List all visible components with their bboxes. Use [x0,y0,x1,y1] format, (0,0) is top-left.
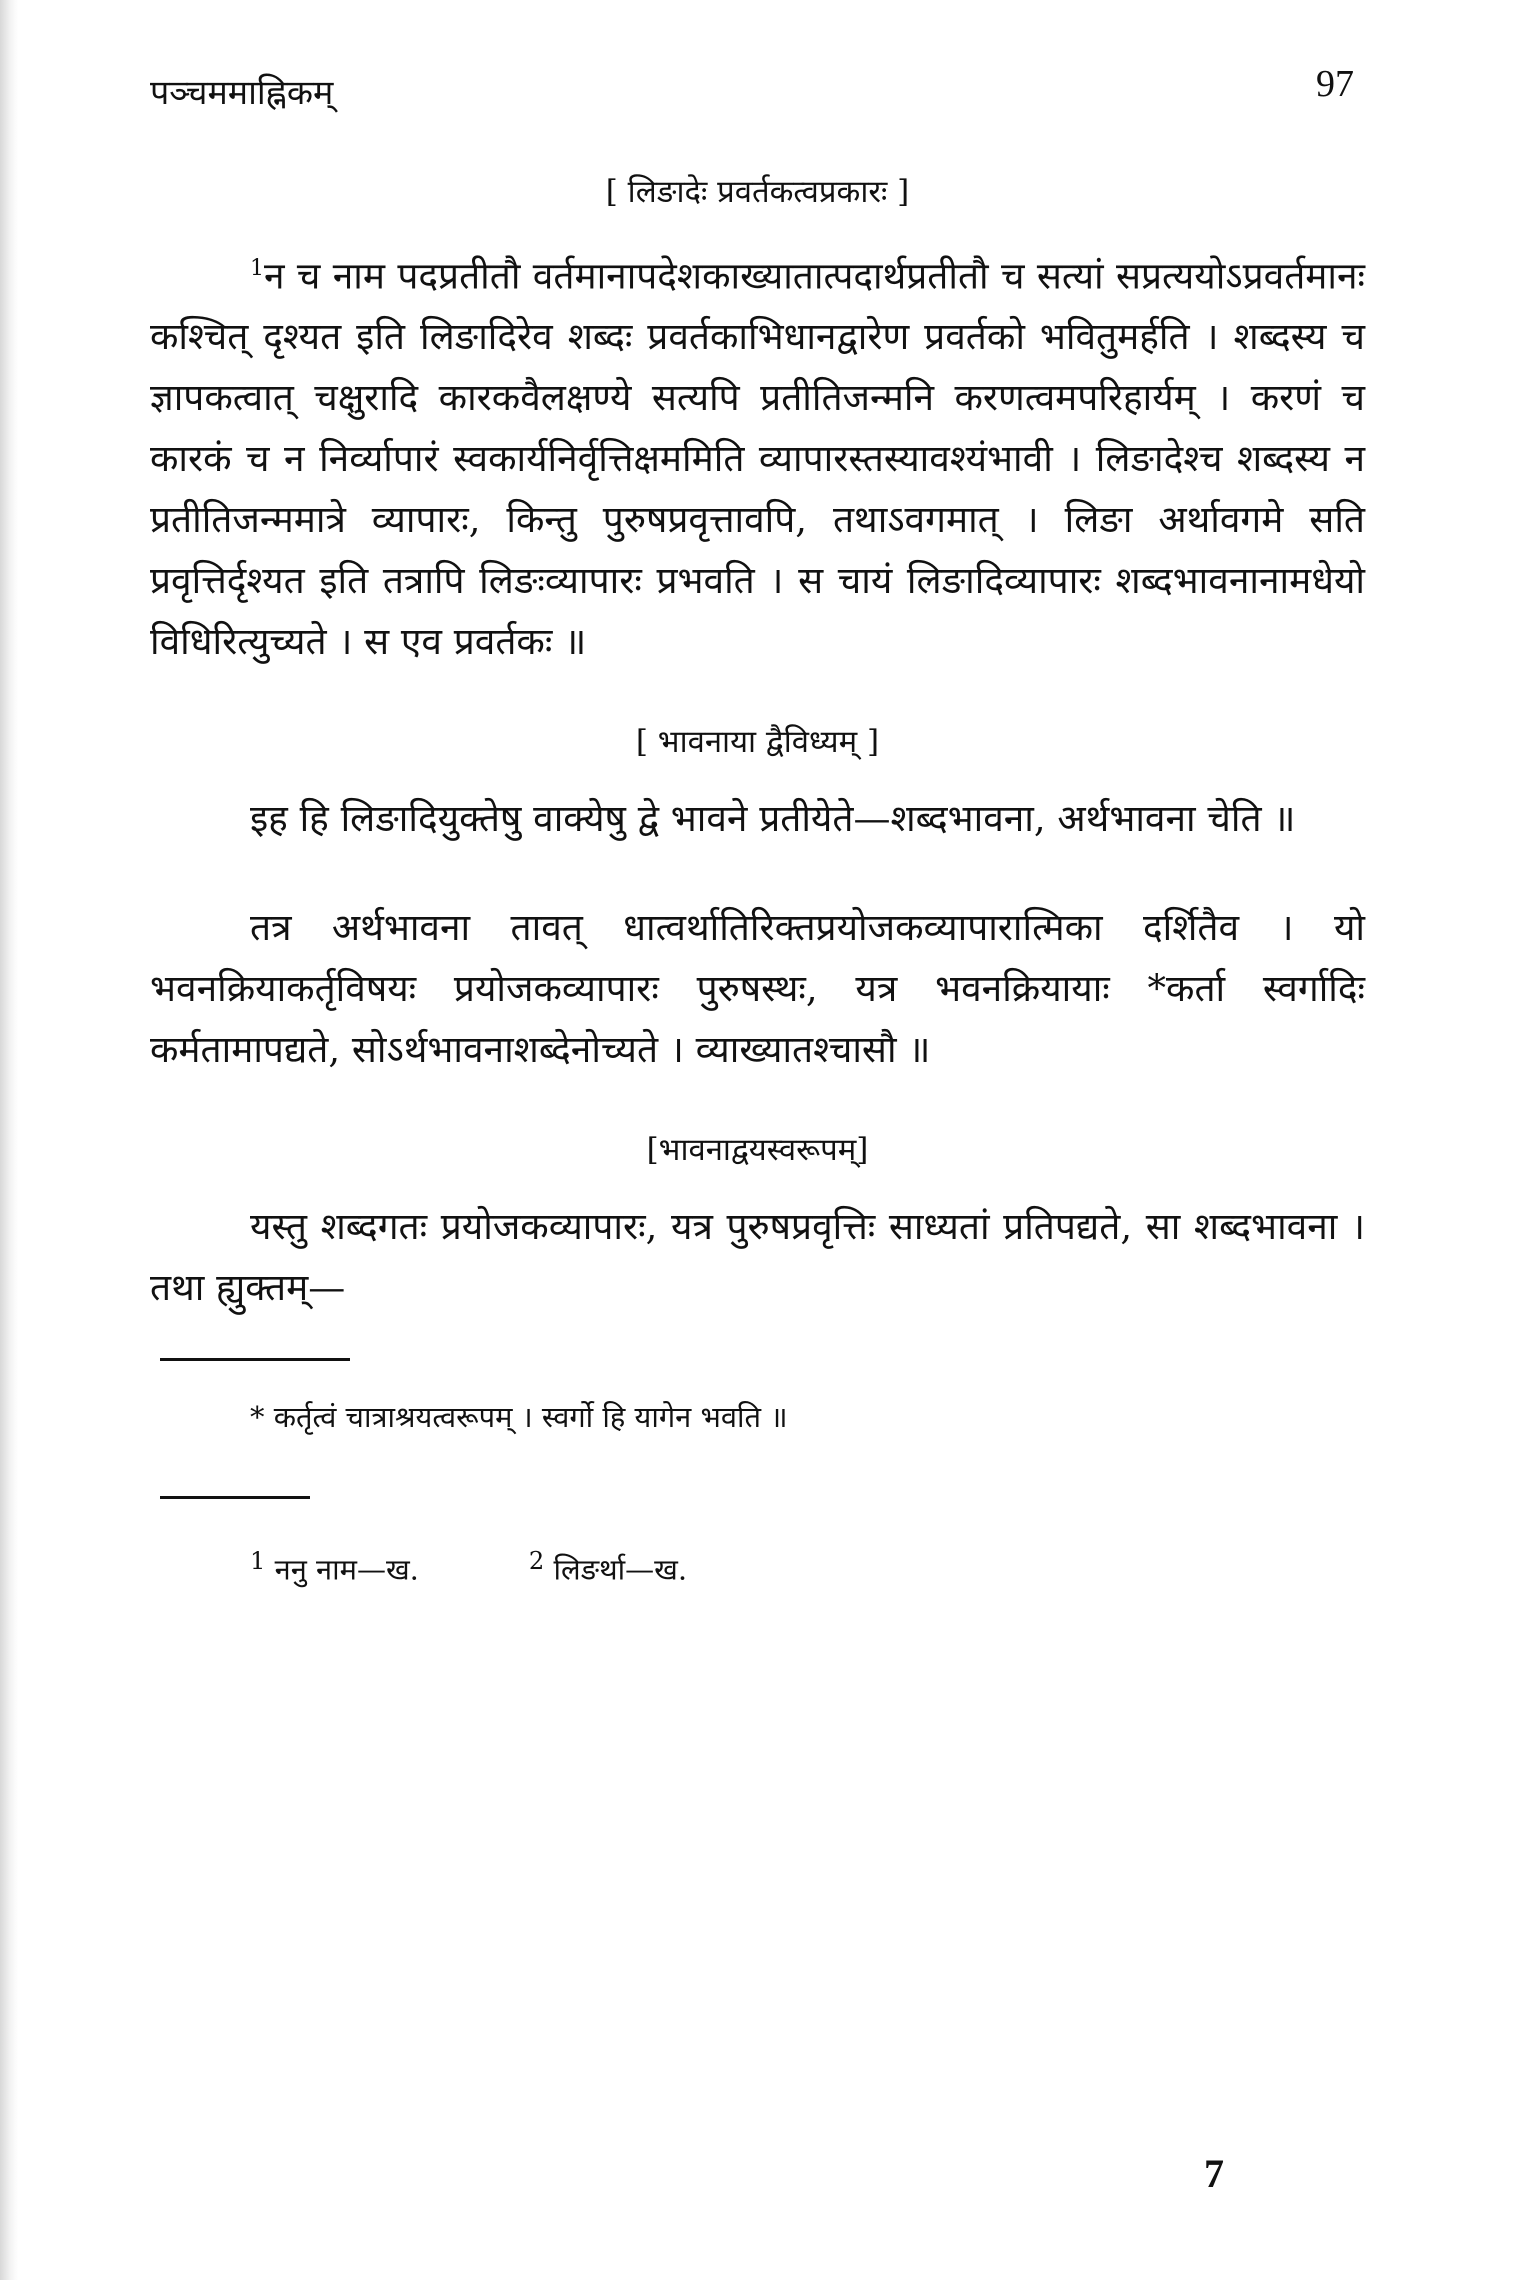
footnote-text: लिङर्था—ख. [553,1552,688,1587]
running-head: पञ्चममाह्निकम् [150,73,334,113]
footnote [529,1547,687,1589]
footnote-mark: 1 [250,1547,266,1576]
paragraph: यस्तु शब्दगतः प्रयोजकव्यापारः, यत्र पुरुषप्रवृत्तिः साध्यतां प्रतिपद्यते, सा शब्दभावना । तथा ह्युक्तम्— [150,1205,1365,1310]
signature-mark: 7 [1204,2151,1224,2196]
paragraph: इह हि लिङादियुक्तेषु वाक्येषु द्वे भावने प्रतीयेते—शब्दभावना, अर्थभावना चेति ॥ [250,797,1296,841]
footnote [250,1547,419,1589]
footnote-star: * कर्तृत्वं चात्राश्रयत्वरूपम् । स्वर्गो हि यागेन भवति ॥ [250,1400,788,1435]
page-edge [0,0,18,2280]
footnote-mark: 2 [528,1547,545,1576]
page-body [150,170,1365,1589]
section-heading: [ भावनाया द्वैविध्यम् ] [635,724,880,761]
footnote-text: ननु नाम—ख. [274,1552,419,1587]
footnote-rule [160,1496,310,1499]
paragraph-text: न च नाम पदप्रतीतौ वर्तमानापदेशकाख्यातात्पदार्थप्रतीतौ च सत्यां सप्रत्ययोऽप्रवर्तमानः कश्चित् दृश्यत इति लिङादिरेव शब्दः प्रवर्तकाभिधानद्वारेण प्रवर्तको भवितुमर्हति । शब्दस्य च ज्ञापकत्वात् चक्षुरादि कारकवैलक्षण्ये सत्यपि प्रतीतिजन्मनि करणत्वमपरिहार्यम् । करणं च कारकं च न निर्व्यापारं स्वकार्यनिर्वृत्तिक्षममिति व्यापारस्तस्यावश्यंभावी । लिङादेश्च शब्दस्य न प्रतीतिजन्ममात्रे व्यापारः, किन्तु पुरुषप्रवृत्तावपि, तथाऽवगमात् । लिङा अर्थावगमे सति प्रवृत्तिर्दृश्यत इति तत्रापि लिङःव्यापारः प्रभवति । स चायं लिङादिव्यापारः शब्दभावनानामधेयो विधिरित्युच्यते । स एव प्रवर्तकः ॥ [150,254,1365,664]
paragraph: तत्र अर्थभावना तावत् धात्वर्थातिरिक्तप्रयोजकव्यापारात्मिका दर्शितैव । यो भवनक्रियाकर्तृविषयः प्रयोजकव्यापारः पुरुषस्थः, यत्र भवनक्रियायाः *कर्ता स्वर्गादिः कर्मतामापद्यते, सोऽर्थभावनाशब्देनोच्यते । व्याख्यातश्चासौ ॥ [150,906,1365,1072]
page-number: 97 [1316,63,1354,105]
section-heading: [ लिङादेः प्रवर्तकत्वप्रकारः ] [605,174,910,210]
section-heading: [भावनाद्वयस्वरूपम्] [646,1132,869,1169]
footnote-list [250,1547,1365,1589]
paragraph [150,238,1365,672]
footnote-marker: 1 [250,256,264,281]
footnote-rule [160,1358,350,1361]
